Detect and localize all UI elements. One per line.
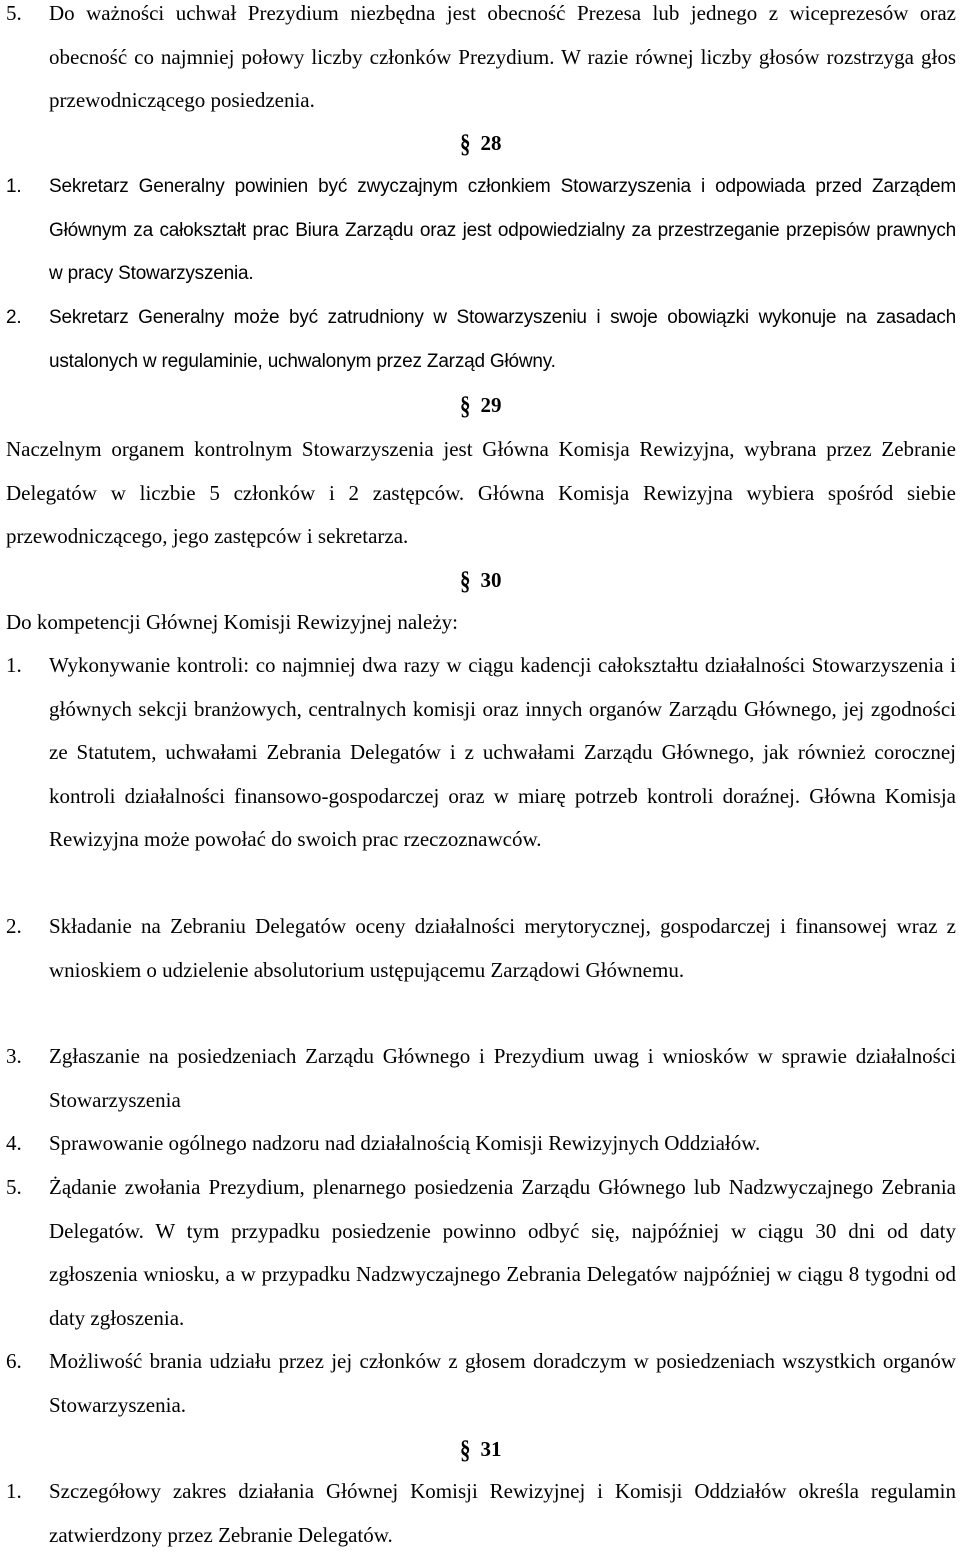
item-text: Możliwość brania udziału przez jej członków z głosem doradczym w posiedzeniach wszystkich organów Stowarzyszenia. xyxy=(49,1349,956,1417)
list-item xyxy=(6,905,956,992)
section-symbol: § xyxy=(460,128,471,158)
item-text: Zgłaszanie na posiedzeniach Zarządu Głównego i Prezydium uwag i wniosków w sprawie działalności Stowarzyszenia xyxy=(49,1044,956,1112)
section-heading-31 xyxy=(460,1434,502,1464)
item-number: 1. xyxy=(6,1479,22,1503)
item-number: 6. xyxy=(6,1349,22,1373)
item-number: 1. xyxy=(6,653,22,677)
list-item xyxy=(6,165,956,296)
item-text: Sekretarz Generalny powinien być zwyczajnym członkiem Stowarzyszenia i odpowiada przed Zarządem Głównym za całokształt prac Biura Zarządu oraz jest odpowiedzialny za przestrzeganie przepisów prawnych w pracy Stowarzyszenia. xyxy=(49,176,956,284)
item-number: 2. xyxy=(6,307,22,328)
section-symbol: § xyxy=(460,565,471,595)
section-heading-30 xyxy=(460,565,502,595)
section-number: 31 xyxy=(480,1437,502,1461)
item-number: 5. xyxy=(6,1175,22,1199)
section-heading-29 xyxy=(460,390,502,420)
section-number: 30 xyxy=(480,568,502,592)
section-intro: Do kompetencji Głównej Komisji Rewizyjnej należy: xyxy=(6,610,458,634)
section-number: 28 xyxy=(480,131,502,155)
item-text: Do ważności uchwał Prezydium niezbędna jest obecność Prezesa lub jednego z wiceprezesów oraz obecność co najmniej połowy liczby członków Prezydium. W razie równej liczby głosów rozstrzyga głos przewodniczącego posiedzenia. xyxy=(49,1,956,112)
item-text: Żądanie zwołania Prezydium, plenarnego posiedzenia Zarządu Głównego lub Nadzwyczajnego Zebrania Delegatów. W tym przypadku posiedzenie powinno odbyć się, najpóźniej w ciągu 30 dni od daty zgłoszenia wniosku, a w przypadku Nadzwyczajnego Zebrania Delegatów najpóźniej w ciągu 8 tygodni od daty zgłoszenia. xyxy=(49,1175,956,1330)
section-paragraph: Naczelnym organem kontrolnym Stowarzyszenia jest Główna Komisja Rewizyjna, wybrana przez Zebranie Delegatów w liczbie 5 członków i 2 zastępców. Główna Komisja Rewizyjna wybiera spośród siebie przewodniczącego, jego zastępców i sekretarza. xyxy=(6,437,956,548)
section-symbol: § xyxy=(460,390,471,420)
list-item xyxy=(6,0,956,123)
item-text: Szczegółowy zakres działania Głównej Komisji Rewizyjnej i Komisji Oddziałów określa regulamin zatwierdzony przez Zebranie Delegatów. xyxy=(49,1479,956,1547)
item-number: 3. xyxy=(6,1044,22,1068)
list-item xyxy=(6,296,956,383)
section-symbol: § xyxy=(460,1434,471,1464)
section-heading-28 xyxy=(460,128,502,158)
item-number: 4. xyxy=(6,1131,22,1155)
item-text: Składanie na Zebraniu Delegatów oceny działalności merytorycznej, gospodarczej i finansowej wraz z wnioskiem o udzielenie absolutorium ustępującemu Zarządowi Głównemu. xyxy=(49,914,956,982)
section-number: 29 xyxy=(480,393,502,417)
list-item xyxy=(6,1340,956,1427)
item-number: 5. xyxy=(6,1,22,25)
list-item xyxy=(6,1470,956,1557)
item-text: Sekretarz Generalny może być zatrudniony w Stowarzyszeniu i swoje obowiązki wykonuje na zasadach ustalonych w regulaminie, uchwalonym przez Zarząd Główny. xyxy=(49,307,956,372)
item-text: Sprawowanie ogólnego nadzoru nad działalnością Komisji Rewizyjnych Oddziałów. xyxy=(49,1131,761,1155)
item-text: Wykonywanie kontroli: co najmniej dwa razy w ciągu kadencji całokształtu działalności Stowarzyszenia i głównych sekcji branżowych, centralnych komisji oraz innych organów Zarządu Głównego, jej zgodności ze Statutem, uchwałami Zebrania Delegatów i z uchwałami Zarządu Głównego, jak również corocznej kontroli działalności finansowo-gospodarczej oraz w miarę potrzeb kontroli doraźnej. Główna Komisja Rewizyjna może powołać do swoich prac rzeczoznawców. xyxy=(49,653,956,851)
list-item xyxy=(6,1035,956,1122)
item-number: 2. xyxy=(6,914,22,938)
item-number: 1. xyxy=(6,176,22,197)
list-item xyxy=(6,644,956,862)
list-item xyxy=(6,1122,956,1166)
list-item xyxy=(6,1166,956,1340)
